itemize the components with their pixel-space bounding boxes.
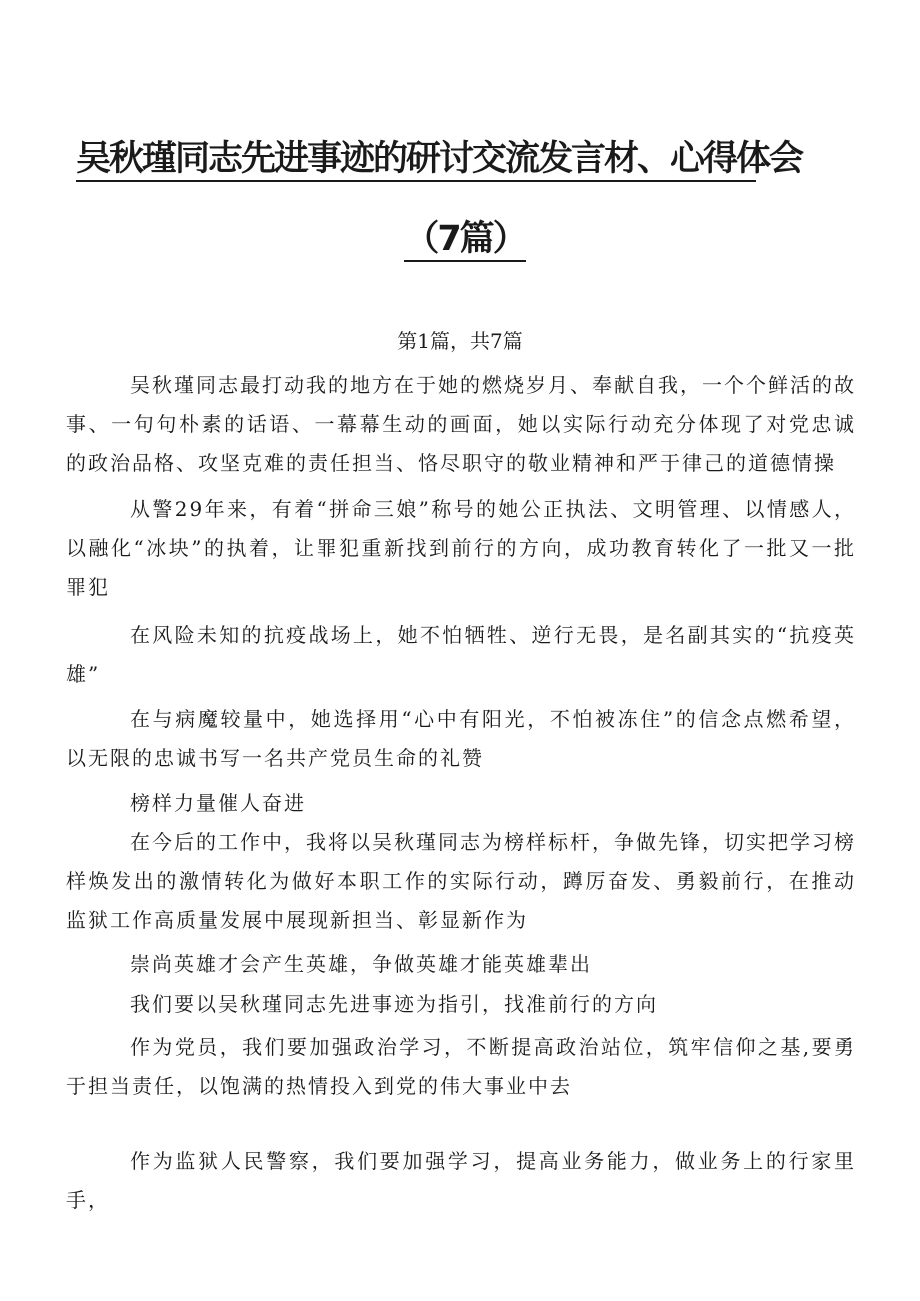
- paragraph: 在与病魔较量中，她选择用“心中有阳光，不怕被冻住”的信念点燃希望，以无限的忠诚书写一名共产党员生命的礼赞: [66, 707, 856, 770]
- paragraph: 吴秋瑾同志最打动我的地方在于她的燃烧岁月、奉献自我，一个个鲜活的故事、一句句朴素的话语、一幕幕生动的画面，她以实际行动充分体现了对党忠诚的政治品格、攻坚克难的责任担当、恪尽职守的敬业精神和严于律己的道德情操: [66, 373, 856, 475]
- document-title-count: （7篇）: [404, 218, 526, 262]
- paragraph: 作为监狱人民警察，我们要加强学习，提高业务能力，做业务上的行家里手，: [66, 1149, 856, 1212]
- part-label: 第1篇，共7篇: [397, 329, 523, 353]
- paragraph: 作为党员，我们要加强政治学习，不断提高政治站位，筑牢信仰之基,要勇于担当责任，以饱满的热情投入到党的伟大事业中去: [66, 1035, 856, 1098]
- paragraph: 榜样力量催人奋进: [130, 791, 306, 815]
- paragraph: 崇尚英雄才会产生英雄，争做英雄才能英雄辈出: [130, 952, 592, 976]
- paragraph: 在风险未知的抗疫战场上，她不怕牺牲、逆行无畏，是名副其实的“抗疫英雄”: [66, 623, 856, 686]
- paragraph: 我们要以吴秋瑾同志先进事迹为指引，找准前行的方向: [130, 992, 658, 1016]
- paragraph: 在今后的工作中，我将以吴秋瑾同志为榜样标杆，争做先锋，切实把学习榜样焕发出的激情转化为做好本职工作的实际行动，蹲厉奋发、勇毅前行，在推动监狱工作高质量发展中展现新担当、彰显新作为: [66, 830, 856, 932]
- document-title: 吴秋瑾同志先进事迹的研讨交流发言材、心得体会: [76, 138, 756, 182]
- paragraph: 从警29年来，有着“拼命三娘”称号的她公正执法、文明管理、以情感人，以融化“冰块”的执着，让罪犯重新找到前行的方向，成功教育转化了一批又一批罪犯: [66, 497, 856, 599]
